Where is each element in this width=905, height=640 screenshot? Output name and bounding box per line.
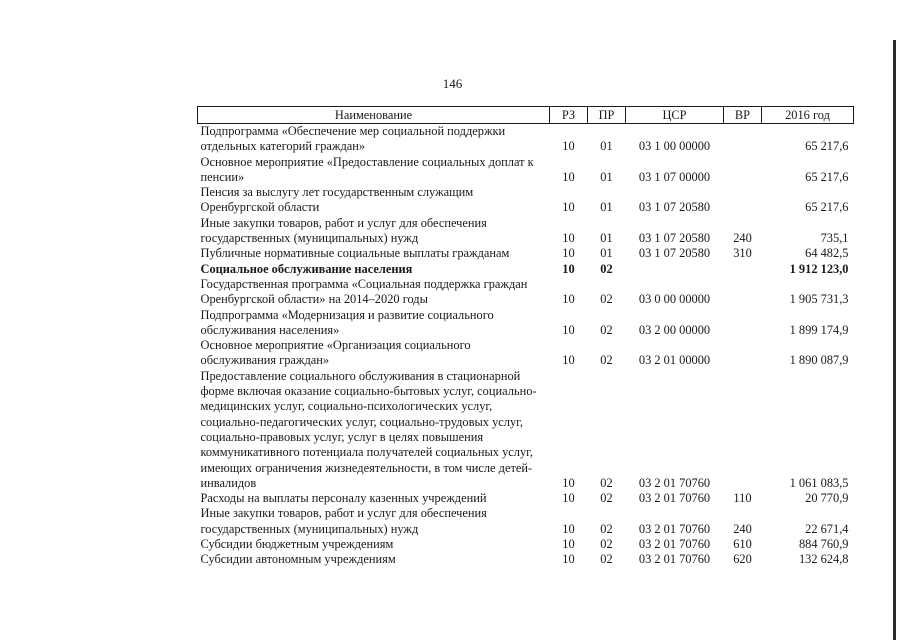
table-row: [198, 246, 854, 261]
row-name-cell: Иные закупки товаров, работ и услуг для обеспечения государственных (муниципальных) нужд: [200, 506, 487, 536]
row-csr-cell: 03 1 07 20580: [638, 231, 711, 246]
row-pr-cell: 02: [600, 261, 613, 276]
row-vr-cell: 240: [733, 521, 752, 536]
row-csr-cell: 03 1 07 20580: [638, 246, 711, 261]
row-vr-cell: [724, 124, 762, 155]
row-vr-cell: [724, 369, 762, 491]
row-vr-cell: 620: [733, 552, 752, 567]
page-edge-line: [893, 40, 896, 640]
row-name-cell: Публичные нормативные социальные выплаты гражданам: [200, 246, 510, 261]
table-row: [198, 124, 854, 155]
row-name-cell: Социальное обслуживание населения: [200, 261, 413, 276]
row-rz-cell: 10: [562, 521, 575, 536]
row-amount-cell: 1 061 083,5: [789, 475, 849, 490]
table-row: [198, 506, 854, 537]
row-name-cell: Пенсия за выслугу лет государственным служащим Оренбургской области: [200, 185, 474, 215]
table-row: [198, 537, 854, 552]
header-amount: 2016 год: [762, 107, 854, 124]
table-row: [198, 491, 854, 506]
row-name-cell: Предоставление социального обслуживания в стационарной форме включая оказание социально-бытовых услуг, социально-медицинских услуг, социально-психологических услуг, социально-педагогических услуг, социально-трудовых услуг, социально-правовых услуг, услуг в целях повышения коммуникативного потенциала получателей социальных услуг, имеющих ограничения жизнедеятельности, в том числе детей-инвалидов: [200, 368, 537, 490]
row-csr-cell: 03 2 01 70760: [638, 521, 711, 536]
row-csr-cell: 03 2 01 70760: [638, 552, 711, 567]
row-name-cell: Государственная программа «Социальная поддержка граждан Оренбургской области» на 2014–2020 годы: [200, 276, 528, 307]
row-rz-cell: 10: [562, 231, 575, 246]
row-csr-cell: 03 2 01 70760: [638, 491, 711, 506]
row-rz-cell: 10: [562, 139, 575, 154]
row-rz-cell: 10: [562, 475, 575, 490]
row-pr-cell: 01: [600, 139, 613, 154]
row-rz-cell: 10: [562, 200, 575, 215]
header-vr: ВР: [724, 107, 762, 124]
row-rz-cell: 10: [562, 322, 575, 337]
row-vr-cell: 610: [733, 537, 752, 552]
row-pr-cell: 01: [600, 169, 613, 184]
table-body: [198, 124, 854, 568]
table-header-row: [198, 107, 854, 124]
row-rz-cell: 10: [562, 491, 575, 506]
row-amount-cell: 132 624,8: [798, 552, 849, 567]
row-vr-cell: [724, 338, 762, 369]
row-vr-cell: 240: [733, 231, 752, 246]
row-csr-cell: 03 2 01 00000: [638, 353, 711, 368]
row-pr-cell: 02: [600, 552, 613, 567]
row-csr-cell: 03 1 07 20580: [638, 200, 711, 215]
row-rz-cell: 10: [562, 353, 575, 368]
table-row: [198, 369, 854, 491]
row-name-cell: Подпрограмма «Обеспечение мер социальной поддержки отдельных категорий граждан»: [200, 124, 506, 154]
row-csr-cell: 03 1 00 00000: [638, 139, 711, 154]
row-rz-cell: 10: [562, 292, 575, 307]
row-pr-cell: 02: [600, 475, 613, 490]
header-name: Наименование: [198, 107, 550, 124]
row-amount-cell: 22 671,4: [805, 521, 849, 536]
row-amount-cell: 65 217,6: [805, 139, 849, 154]
row-vr-cell: [724, 185, 762, 216]
row-amount-cell: 65 217,6: [805, 169, 849, 184]
row-pr-cell: 02: [600, 353, 613, 368]
row-csr-cell: [626, 262, 724, 277]
row-rz-cell: 10: [562, 552, 575, 567]
table-row: [198, 185, 854, 216]
row-amount-cell: 884 760,9: [798, 537, 849, 552]
table-row: [198, 338, 854, 369]
row-csr-cell: 03 2 00 00000: [638, 322, 711, 337]
row-vr-cell: 310: [733, 246, 752, 261]
table-row: [198, 552, 854, 567]
row-rz-cell: 10: [562, 537, 575, 552]
row-rz-cell: 10: [562, 261, 575, 276]
row-amount-cell: 1 890 087,9: [789, 353, 849, 368]
row-amount-cell: 64 482,5: [805, 246, 849, 261]
row-pr-cell: 02: [600, 322, 613, 337]
row-amount-cell: 65 217,6: [805, 200, 849, 215]
header-csr: ЦСР: [626, 107, 724, 124]
row-vr-cell: [724, 277, 762, 308]
row-csr-cell: 03 2 01 70760: [638, 537, 711, 552]
row-amount-cell: 735,1: [820, 231, 849, 246]
row-vr-cell: 110: [733, 491, 752, 506]
row-name-cell: Субсидии автономным учреждениям: [200, 552, 396, 567]
row-pr-cell: 01: [600, 246, 613, 261]
row-csr-cell: 03 2 01 70760: [638, 475, 711, 490]
row-amount-cell: 1 899 174,9: [789, 322, 849, 337]
row-amount-cell: 1 912 123,0: [789, 261, 849, 276]
row-name-cell: Основное мероприятие «Организация социального обслуживания граждан»: [200, 338, 471, 368]
row-csr-cell: 03 1 07 00000: [638, 169, 711, 184]
row-vr-cell: [724, 308, 762, 339]
header-rz: РЗ: [550, 107, 588, 124]
row-amount-cell: 20 770,9: [805, 491, 849, 506]
row-amount-cell: 1 905 731,3: [789, 292, 849, 307]
row-rz-cell: 10: [562, 169, 575, 184]
table-row: [198, 262, 854, 277]
row-pr-cell: 01: [600, 200, 613, 215]
table-row: [198, 308, 854, 339]
row-pr-cell: 02: [600, 521, 613, 536]
row-pr-cell: 02: [600, 491, 613, 506]
row-csr-cell: 03 0 00 00000: [638, 292, 711, 307]
row-name-cell: Подпрограмма «Модернизация и развитие социального обслуживания населения»: [200, 307, 494, 337]
row-pr-cell: 02: [600, 537, 613, 552]
row-vr-cell: [724, 155, 762, 186]
row-name-cell: Субсидии бюджетным учреждениям: [200, 537, 394, 552]
row-rz-cell: 10: [562, 246, 575, 261]
table-row: [198, 277, 854, 308]
row-pr-cell: 01: [600, 231, 613, 246]
table-row: [198, 216, 854, 247]
budget-table: [197, 106, 854, 568]
row-vr-cell: [724, 262, 762, 277]
page-number: 146: [442, 76, 463, 91]
row-name-cell: Иные закупки товаров, работ и услуг для обеспечения государственных (муниципальных) нужд: [200, 215, 487, 246]
header-pr: ПР: [588, 107, 626, 124]
row-pr-cell: 02: [600, 292, 613, 307]
row-name-cell: Основное мероприятие «Предоставление социальных доплат к пенсии»: [200, 154, 534, 184]
table-row: [198, 155, 854, 186]
row-name-cell: Расходы на выплаты персоналу казенных учреждений: [200, 491, 487, 506]
